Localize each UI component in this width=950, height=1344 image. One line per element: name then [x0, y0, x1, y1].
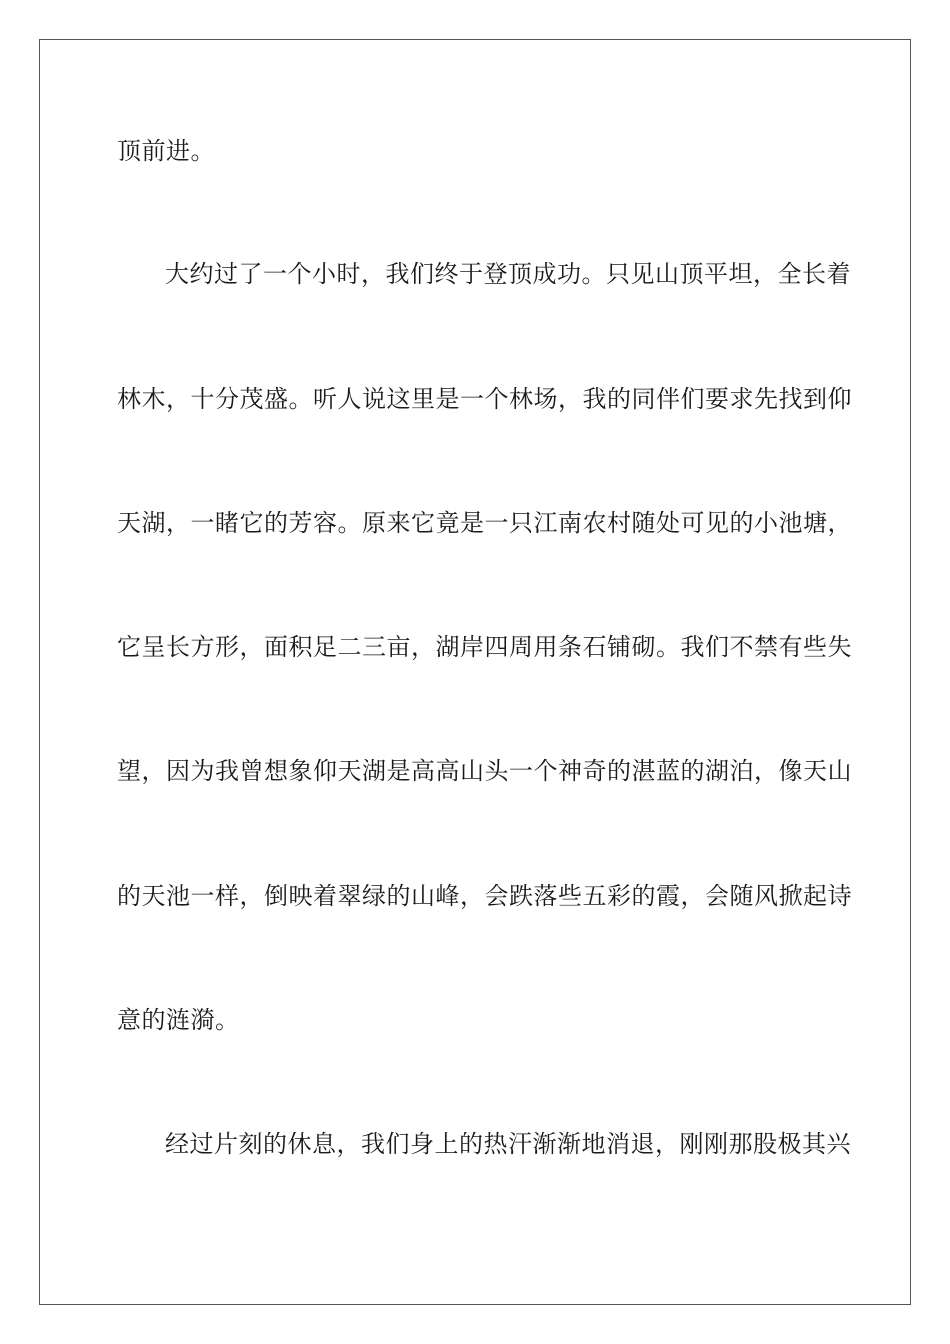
text-line: 的天池一样，倒映着翠绿的山峰，会跌落些五彩的霞，会随风掀起诗 [117, 882, 852, 910]
text-line: 意的涟漪。 [117, 1006, 240, 1034]
text-line: 经过片刻的休息，我们身上的热汗渐渐地消退，刚刚那股极其兴 [165, 1130, 851, 1158]
text-line: 顶前进。 [117, 137, 215, 165]
page-frame [39, 39, 911, 1305]
text-line: 大约过了一个小时，我们终于登顶成功。只见山顶平坦，全长着 [165, 260, 851, 288]
text-line: 望，因为我曾想象仰天湖是高高山头一个神奇的湛蓝的湖泊，像天山 [117, 757, 852, 785]
text-line: 林木，十分茂盛。听人说这里是一个林场，我的同伴们要求先找到仰 [117, 385, 852, 413]
text-line: 天湖，一睹它的芳容。原来它竟是一只江南农村随处可见的小池塘， [117, 509, 852, 537]
text-line: 它呈长方形，面积足二三亩，湖岸四周用条石铺砌。我们不禁有些失 [117, 633, 852, 661]
